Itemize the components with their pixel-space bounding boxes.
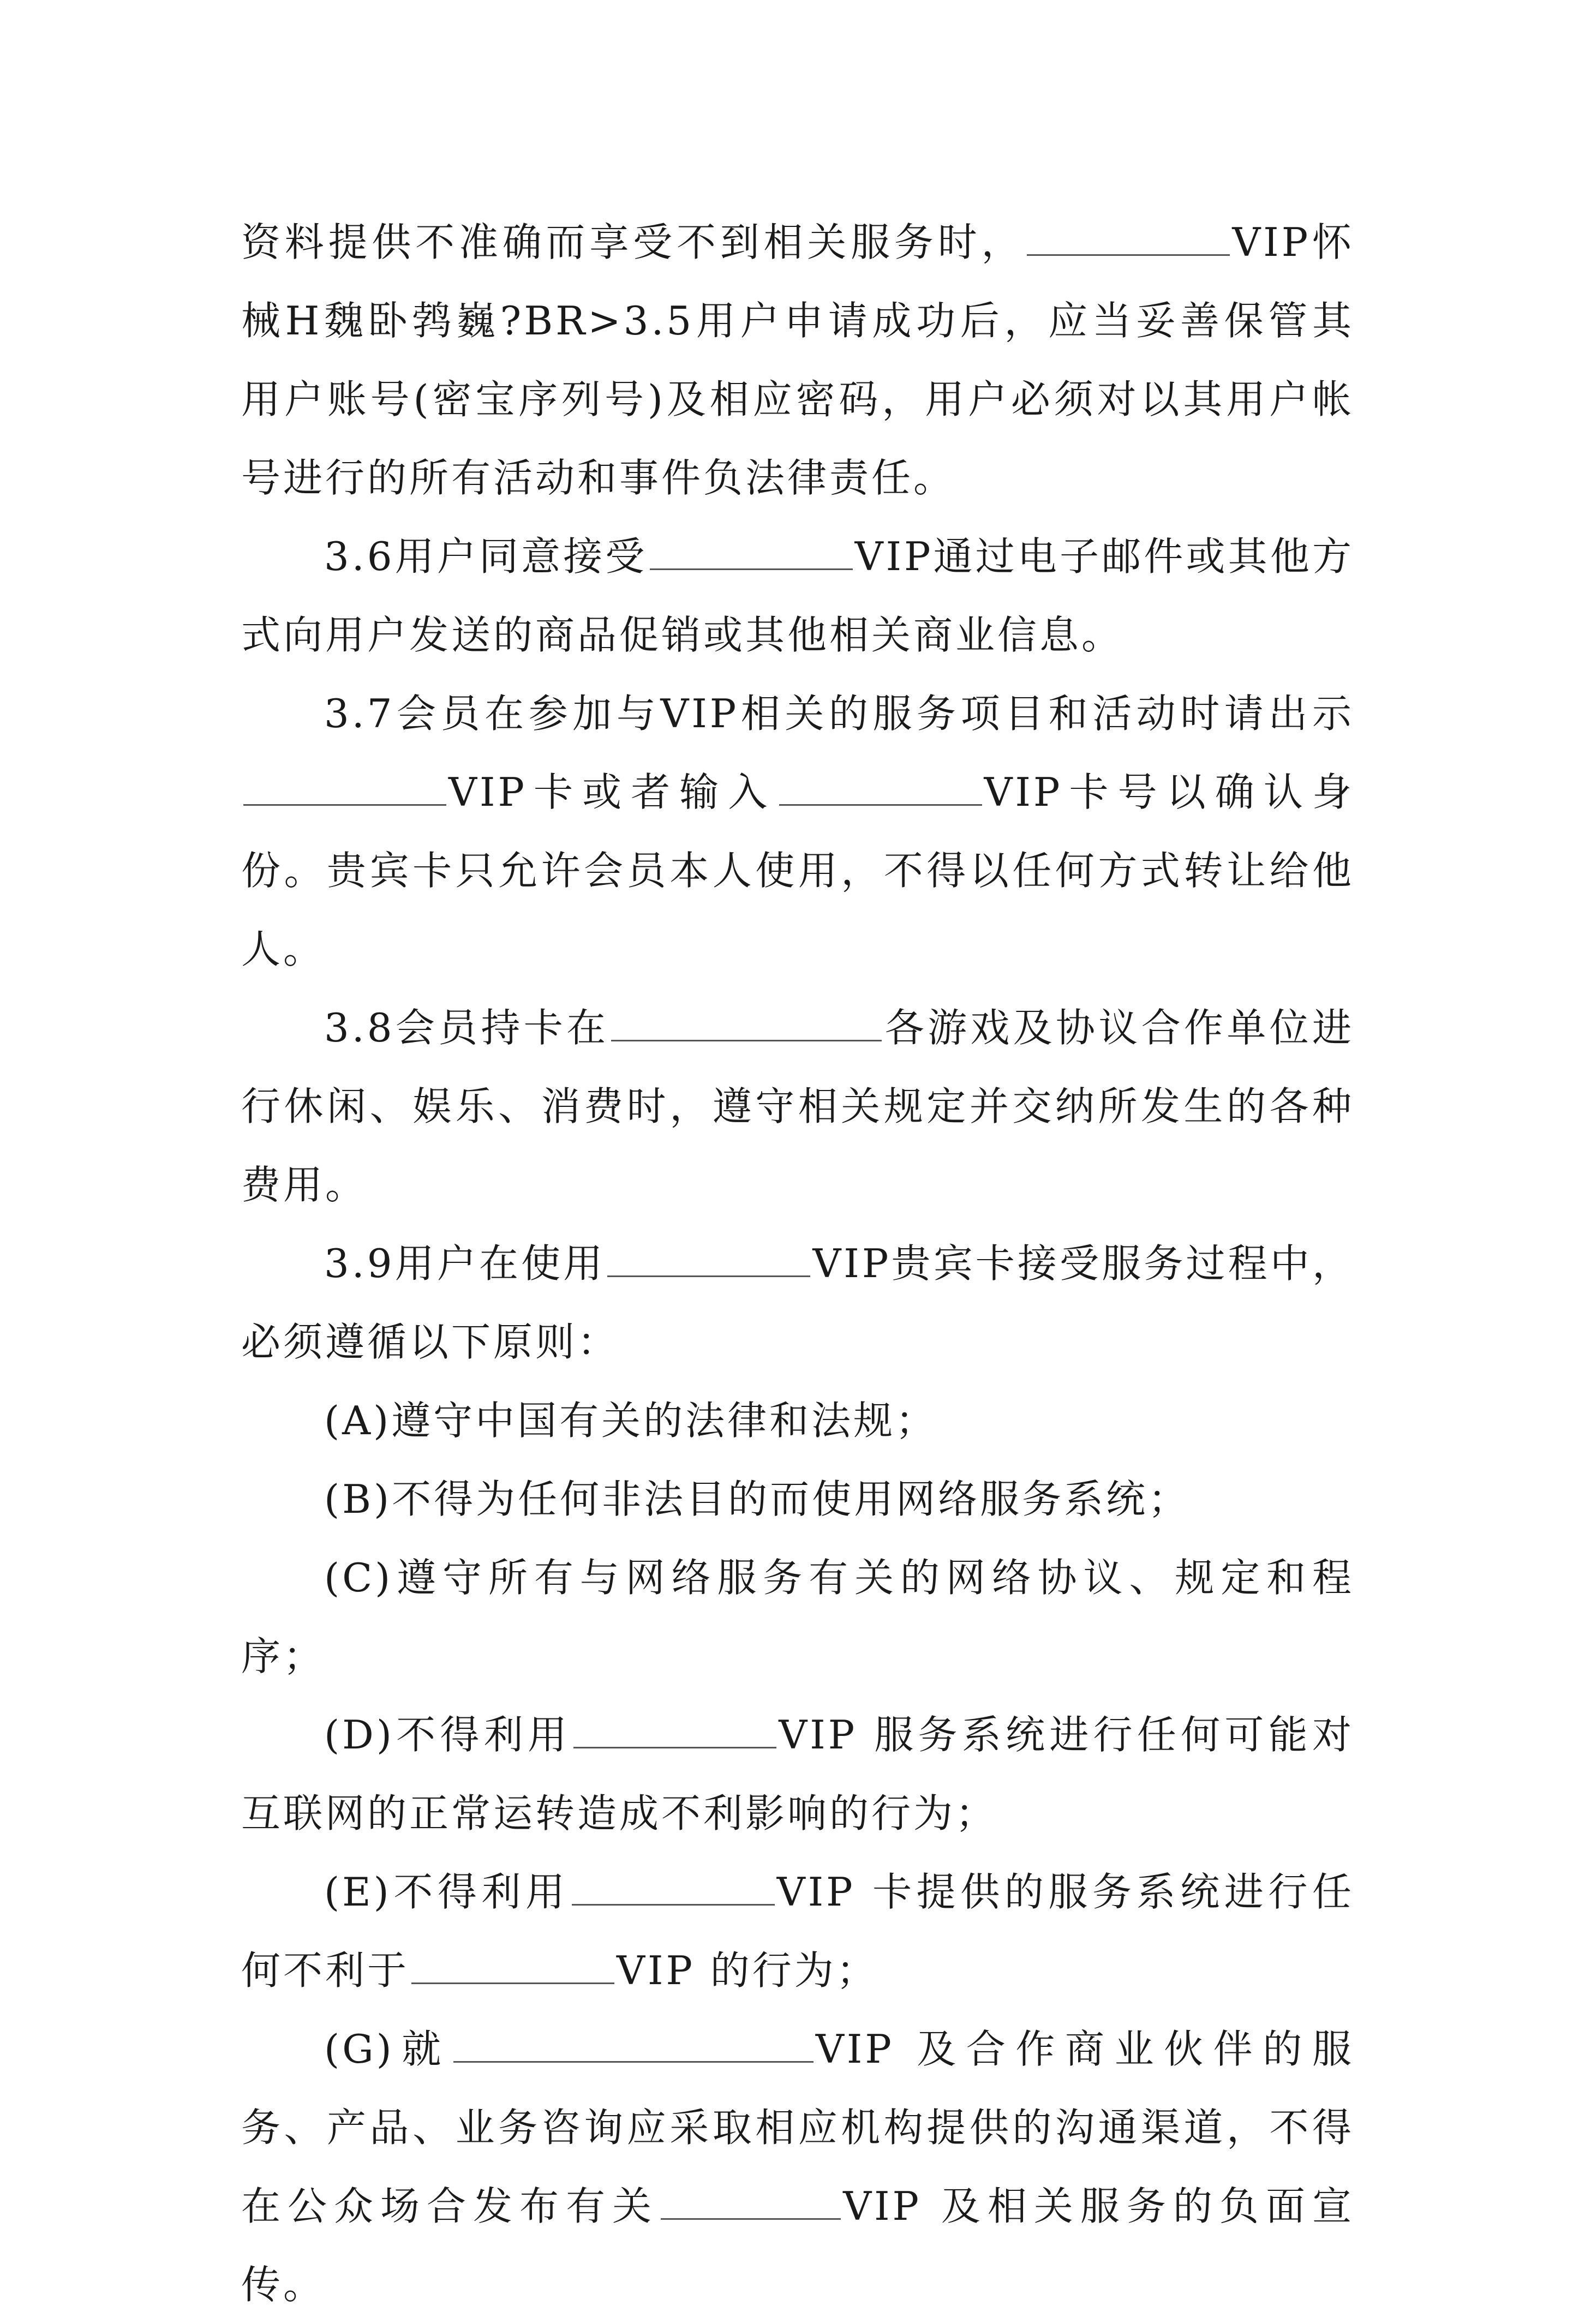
- fill-in-blank: [411, 1949, 614, 1984]
- paragraph-text: 3.9用户在使用: [324, 1241, 606, 1286]
- paragraph-p10: [241, 1853, 1354, 2010]
- paragraph-p9: [241, 1696, 1354, 1853]
- paragraph-p6: [241, 1381, 1354, 1460]
- fill-in-blank: [243, 770, 446, 806]
- paragraph-text: 3.8会员持卡在: [324, 1005, 609, 1051]
- fill-in-blank: [453, 2027, 814, 2063]
- paragraph-text: VIP卡或者输入: [448, 769, 777, 815]
- paragraph-text: VIP 及合作商业伙伴的服务、产品、业务咨询应采取相应机构提供的沟通渠道，不得在公众场合发布有关: [241, 2026, 1354, 2229]
- paragraph-p7: [241, 1460, 1354, 1538]
- fill-in-blank: [607, 1242, 810, 1277]
- paragraph-text: VIP贵宾卡接受服务过程中，必须遵循以下原则：: [241, 1241, 1354, 1365]
- paragraph-text: 资料提供不准确而享受不到相关服务时，: [241, 219, 1025, 265]
- paragraph-text: (C)遵守所有与网络服务有关的网络协议、规定和程序；: [241, 1555, 1354, 1679]
- paragraph-text: VIP怀械H魏卧鹁巍?BR>3.5用户申请成功后，应当妥善保管其用户账号(密宝序列号)及相应密码，用户必须对以其用户帐号进行的所有活动和事件负法律责任。: [241, 219, 1354, 501]
- fill-in-blank: [611, 1006, 882, 1041]
- fill-in-blank: [650, 535, 853, 570]
- paragraph-text: (E)不得利用: [324, 1869, 570, 1915]
- paragraph-p1: [241, 203, 1354, 517]
- paragraph-p4: [241, 989, 1354, 1224]
- fill-in-blank: [661, 2184, 841, 2220]
- paragraph-text: VIP 的行为；: [617, 1948, 878, 1993]
- paragraph-p8: [241, 1538, 1354, 1696]
- paragraph-p2: [241, 517, 1354, 674]
- paragraph-text: 3.7会员在参加与VIP相关的服务项目和活动时请出示: [324, 691, 1354, 736]
- fill-in-blank: [573, 1713, 776, 1748]
- paragraph-text: VIP卡号以确认身份。贵宾卡只允许会员本人使用，不得以任何方式转让给他人。: [241, 769, 1354, 972]
- fill-in-blank: [572, 1870, 775, 1906]
- paragraph-p3: [241, 674, 1354, 989]
- paragraph-p11: [241, 2010, 1354, 2324]
- paragraph-text: VIP 及相关服务的负面宣传。: [241, 2183, 1354, 2308]
- paragraph-text: 各游戏及协议合作单位进行休闲、娱乐、消费时，遵守相关规定并交纳所发生的各种费用。: [241, 1005, 1354, 1208]
- paragraph-text: 3.6用户同意接受: [324, 534, 648, 579]
- fill-in-blank: [779, 770, 982, 806]
- paragraph-text: (B)不得为任何非法目的而使用网络服务系统；: [324, 1476, 1191, 1522]
- paragraph-text: VIP通过电子邮件或其他方式向用户发送的商品促销或其他相关商业信息。: [241, 534, 1354, 658]
- paragraph-text: VIP 服务系统进行任何可能对互联网的正常运转造成不利影响的行为；: [241, 1712, 1354, 1836]
- paragraph-text: (D)不得利用: [324, 1712, 572, 1758]
- paragraph-text: VIP 卡提供的服务系统进行任何不利于: [241, 1869, 1354, 1993]
- fill-in-blank: [1027, 220, 1230, 256]
- paragraph-text: (G)就: [324, 2026, 451, 2072]
- document-body: [241, 203, 1354, 2324]
- paragraph-p5: [241, 1224, 1354, 1381]
- paragraph-text: (A)遵守中国有关的法律和法规；: [324, 1398, 938, 1443]
